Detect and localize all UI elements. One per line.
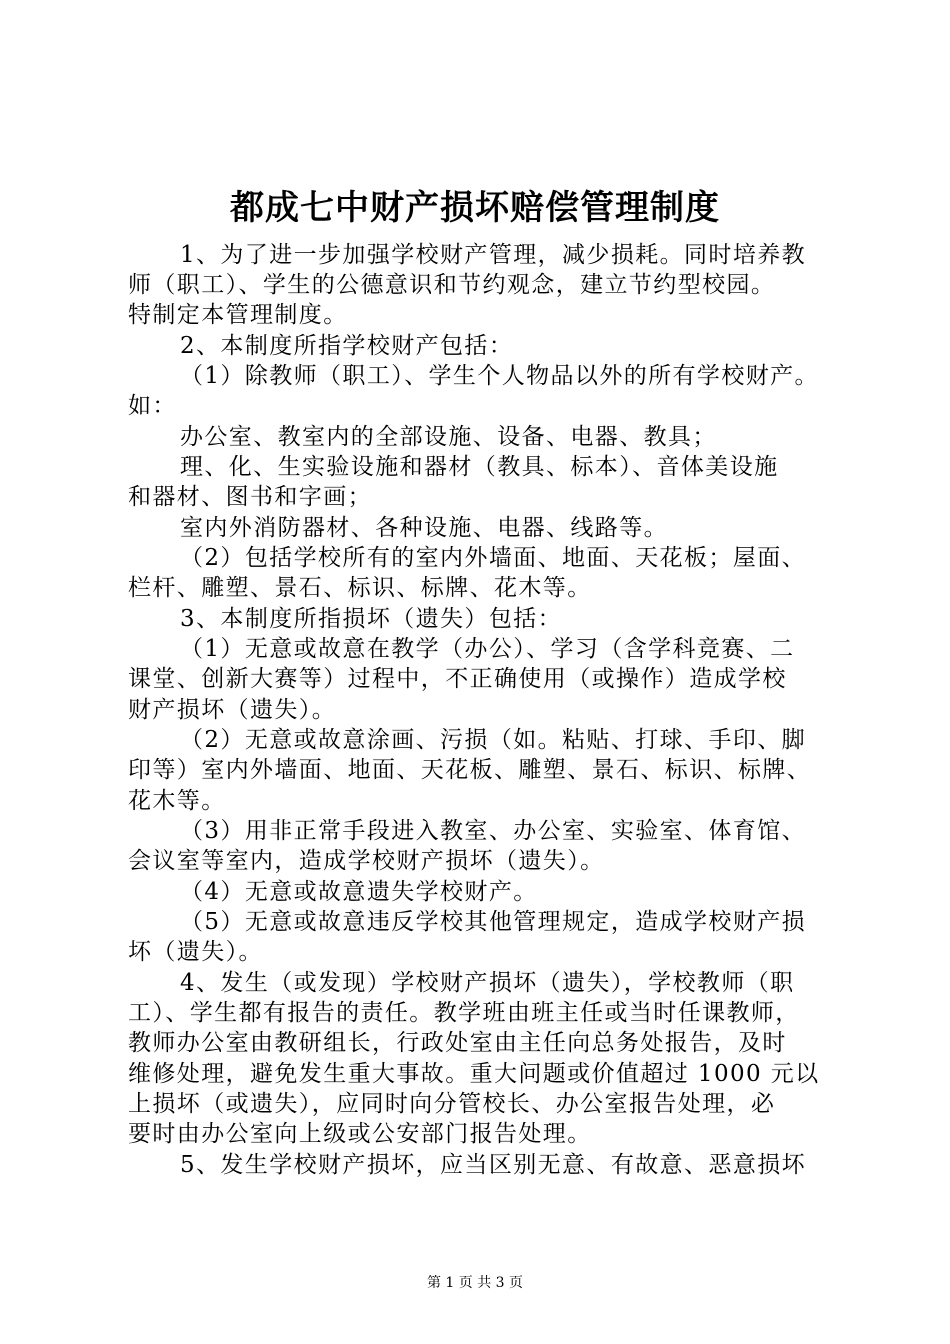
body-line: 办公室、教室内的全部设施、设备、电器、教具；	[180, 424, 717, 450]
body-line: 要时由办公室向上级或公安部门报告处理。	[128, 1121, 592, 1147]
body-line: （5）无意或故意违反学校其他管理规定，造成学校财产损	[180, 909, 807, 935]
body-line: （2）无意或故意涂画、污损（如。粘贴、打球、手印、脚	[180, 727, 807, 753]
body-line: 2、本制度所指学校财产包括：	[180, 333, 514, 359]
body-line: （2）包括学校所有的室内外墙面、地面、天花板；屋面、	[180, 545, 807, 571]
body-line: 4、发生（或发现）学校财产损坏（遗失），学校教师（职	[180, 970, 795, 996]
body-line: 教师办公室由教研组长，行政处室由主任向总务处报告，及时	[128, 1030, 787, 1056]
body-line: 课堂、创新大赛等）过程中，不正确使用（或操作）造成学校	[128, 666, 787, 692]
body-line: 室内外消防器材、各种设施、电器、线路等。	[180, 515, 668, 541]
body-line: 3、本制度所指损坏（遗失）包括：	[180, 606, 563, 632]
body-line: 印等）室内外墙面、地面、天花板、雕塑、景石、标识、标牌、	[128, 757, 812, 783]
body-line: 花木等。	[128, 788, 226, 814]
body-line: 财产损坏（遗失）。	[128, 697, 337, 723]
document-title: 都成七中财产损坏赔偿管理制度	[230, 188, 720, 228]
body-line: （1）除教师（职工）、学生个人物品以外的所有学校财产。	[180, 363, 819, 389]
body-line: 5、发生学校财产损坏，应当区别无意、有故意、恶意损坏	[180, 1152, 807, 1178]
body-line: 特制定本管理制度。	[128, 302, 348, 328]
body-line: （3）用非正常手段进入教室、办公室、实验室、体育馆、	[180, 818, 807, 844]
body-line: 坏（遗失）。	[128, 939, 263, 965]
body-line: 师（职工）、学生的公德意识和节约观念，建立节约型校园。	[128, 272, 776, 298]
body-line: （1）无意或故意在教学（办公）、学习（含学科竞赛、二	[180, 636, 795, 662]
body-line: 上损坏（或遗失），应同时向分管校长、办公室报告处理，必	[128, 1091, 776, 1117]
body-line: 会议室等室内，造成学校财产损坏（遗失）。	[128, 848, 605, 874]
page-footer: 第 1 页 共 3 页	[426, 1275, 524, 1291]
body-line: 和器材、图书和字画；	[128, 484, 372, 510]
body-line: （4）无意或故意遗失学校财产。	[180, 879, 538, 905]
body-line: 理、化、生实验设施和器材（教具、标本）、音体美设施	[180, 454, 779, 480]
body-line: 维修处理，避免发生重大事故。重大问题或价值超过 1000 元以	[128, 1061, 820, 1087]
body-line: 栏杆、雕塑、景石、标识、标牌、花木等。	[128, 575, 592, 601]
body-line: 1、为了进一步加强学校财产管理，减少损耗。同时培养教	[180, 242, 807, 268]
body-line: 工）、学生都有报告的责任。教学班由班主任或当时任课教师，	[128, 1000, 800, 1026]
body-line: 如：	[128, 393, 177, 419]
